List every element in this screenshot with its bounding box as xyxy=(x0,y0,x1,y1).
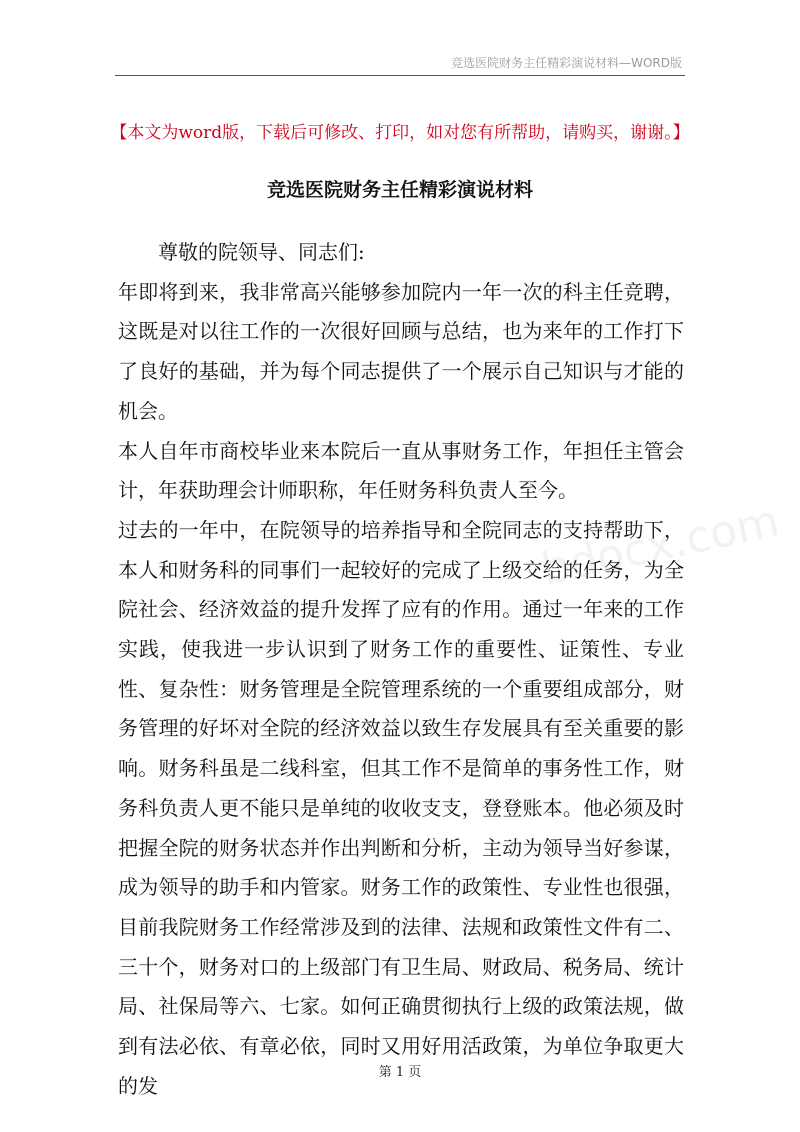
body-paragraph: 过去的一年中，在院领导的培养指导和全院同志的支持帮助下，本人和财务科的同事们一起较好的完成了上级交给的任务，为全院社会、经济效益的提升发挥了应有的作用。通过一年来的工作实践，使我进一步认识到了财务工作的重要性、证策性、专业性、复杂性：财务管理是全院管理系统的一个重要组成部分，财务管理的好坏对全院的经济效益以致生存发展具有至关重要的影响。财务科虽是二线科室，但其工作不是简单的事务性工作，财务科负责人更不能只是单纯的收收支支，登登账本。他必须及时把握全院的财务状态并作出判断和分析，主动为领导当好参谋，成为领导的助手和内管家。财务工作的政策性、专业性也很强，目前我院财务工作经常涉及到的法律、法规和政策性文件有二、三十个，财务对口的上级部门有卫生局、财政局、税务局、统计局、社保局等六、七家。如何正确贯彻执行上级的政策法规，做到有法必依、有章必依，同时又用好用活政策，为单位争取更大的发 xyxy=(118,517,684,1098)
document-body xyxy=(118,233,684,1106)
running-header: 竞选医院财务主任精彩演说材料—WORD版 xyxy=(451,56,682,70)
page-number: 第 1 页 xyxy=(378,1065,422,1080)
body-paragraph: 本人自年市商校毕业来本院后一直从事财务工作，年担任主管会计，年获助理会计师职称，年任财务科负责人至今。 xyxy=(118,438,684,503)
salutation: 尊敬的院领导、同志们: xyxy=(158,240,365,264)
document-title: 竞选医院财务主任精彩演说材料 xyxy=(266,179,533,201)
watermark: bdocx.com xyxy=(537,495,784,596)
download-notice: 【本文为word版，下载后可修改、打印，如对您有所帮助，请购买，谢谢。】 xyxy=(110,123,690,143)
header-divider xyxy=(115,75,685,76)
body-paragraph: 年即将到来，我非常高兴能够参加院内一年一次的科主任竞聘，这既是对以往工作的一次很好回顾与总结，也为来年的工作打下了良好的基础，并为每个同志提供了一个展示自己知识与才能的机会。 xyxy=(118,279,684,423)
